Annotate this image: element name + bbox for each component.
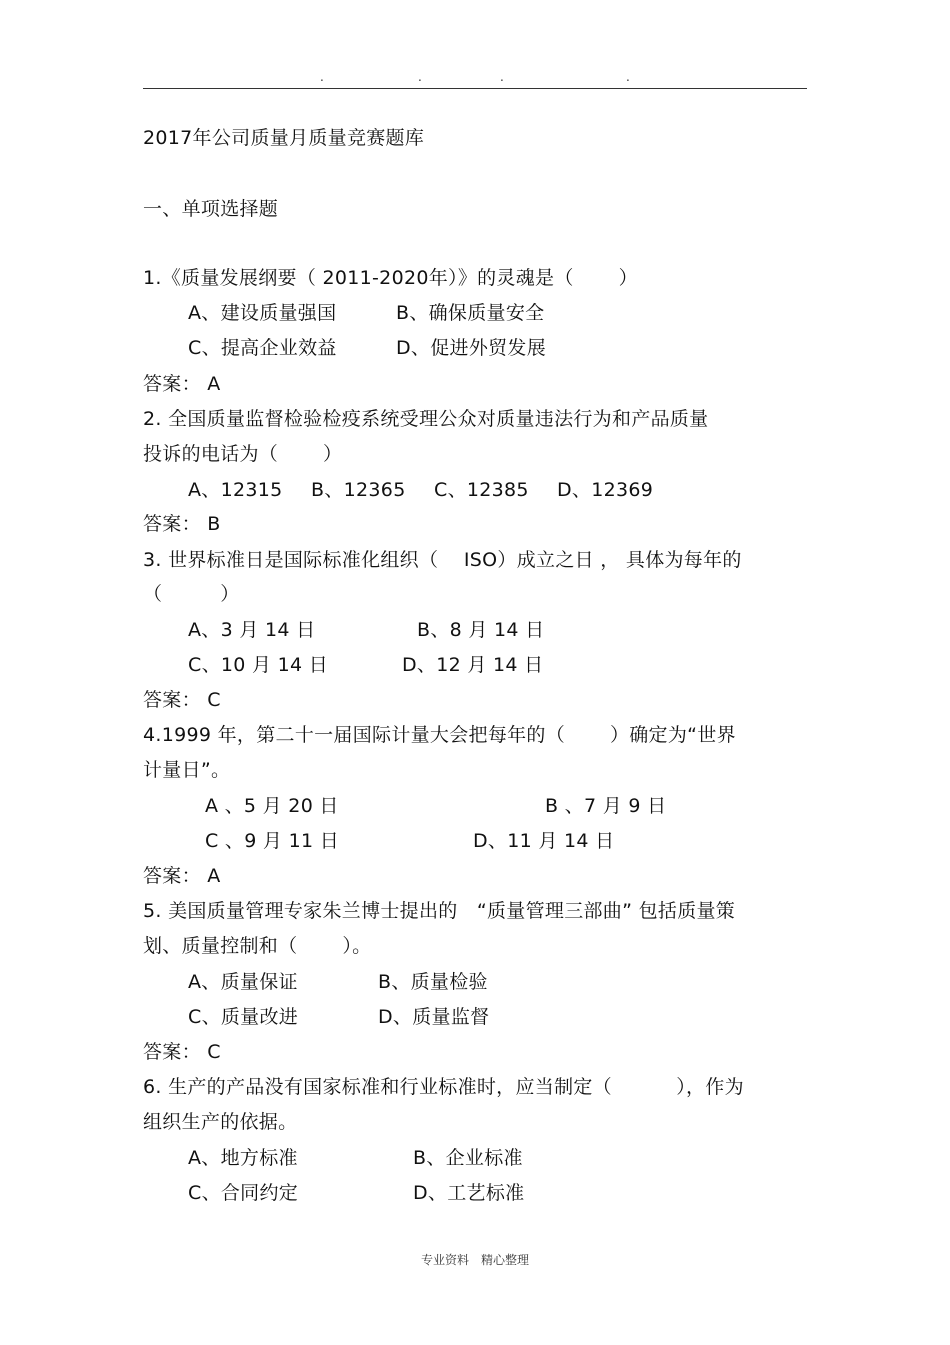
page-footer: 专业资料 精心整理 [420, 1253, 529, 1267]
question-1-option-d: D、促进外贸发展 [396, 337, 547, 359]
question-6-stem-line-2: 组织生产的依据。 [143, 1111, 298, 1133]
question-3-stem-line-1: 3. 世界标准日是国际标准化组织（ ISO）成立之日 ， 具体为每年的 [143, 549, 742, 571]
question-6-option-d: D、工艺标准 [413, 1182, 525, 1204]
question-4-option-c: C 、9 月 11 日 [205, 830, 339, 852]
question-3-option-c: C、10 月 14 日 [188, 654, 329, 676]
question-3-stem-line-2: （ ） [143, 583, 240, 605]
question-3-option-d: D、12 月 14 日 [402, 654, 544, 676]
question-5-answer: 答案： C [143, 1041, 221, 1063]
question-6-option-b: B、企业标准 [413, 1147, 523, 1169]
header-dot: . [500, 70, 504, 84]
question-3-option-a: A、3 月 14 日 [188, 619, 316, 641]
question-4-option-a: A 、5 月 20 日 [205, 795, 339, 817]
question-5-stem-line-2: 划、质量控制和（ ）。 [143, 935, 372, 957]
question-2-answer: 答案： B [143, 513, 221, 535]
question-2-stem-line-1: 2. 全国质量监督检验检疫系统受理公众对质量违法行为和产品质量 [143, 408, 709, 430]
question-3-answer: 答案： C [143, 689, 221, 711]
section-heading: 一、单项选择题 [143, 198, 279, 220]
question-2-stem-line-2: 投诉的电话为（ ） [143, 443, 343, 465]
question-3-option-b: B、8 月 14 日 [417, 619, 545, 641]
question-2-option-d: D、12369 [557, 479, 654, 501]
header-dot: . [320, 70, 324, 84]
question-1-option-b: B、确保质量安全 [396, 302, 545, 324]
question-5-option-d: D、质量监督 [378, 1006, 490, 1028]
question-5-stem-line-1: 5. 美国质量管理专家朱兰博士提出的 “质量管理三部曲” 包括质量策 [143, 900, 736, 922]
question-5-option-a: A、质量保证 [188, 971, 298, 993]
question-2-option-c: C、12385 [434, 479, 529, 501]
question-6-option-c: C、合同约定 [188, 1182, 299, 1204]
question-2-option-a: A、12315 [188, 479, 283, 501]
question-5-option-c: C、质量改进 [188, 1006, 299, 1028]
question-6-option-a: A、地方标准 [188, 1147, 298, 1169]
question-1-option-c: C、提高企业效益 [188, 337, 337, 359]
question-4-option-d: D、11 月 14 日 [473, 830, 615, 852]
question-1-stem: 1.《质量发展纲要（ 2011-2020年）》的灵魂是（ ） [143, 267, 638, 289]
header-dot: . [626, 70, 630, 84]
question-4-option-b: B 、7 月 9 日 [545, 795, 667, 817]
document-title: 2017年公司质量月质量竞赛题库 [143, 127, 425, 149]
question-2-option-b: B、12365 [311, 479, 406, 501]
question-1-answer: 答案： A [143, 373, 221, 395]
question-4-answer: 答案： A [143, 865, 221, 887]
question-6-stem-line-1: 6. 生产的产品没有国家标准和行业标准时，应当制定（ ），作为 [143, 1076, 744, 1098]
header-dot: . [418, 70, 422, 84]
question-5-option-b: B、质量检验 [378, 971, 488, 993]
question-4-stem-line-1: 4.1999 年，第二十一届国际计量大会把每年的（ ）确定为“世界 [143, 724, 736, 746]
header-rule [143, 88, 807, 89]
question-1-option-a: A、建设质量强国 [188, 302, 337, 324]
question-4-stem-line-2: 计量日”。 [143, 759, 231, 781]
